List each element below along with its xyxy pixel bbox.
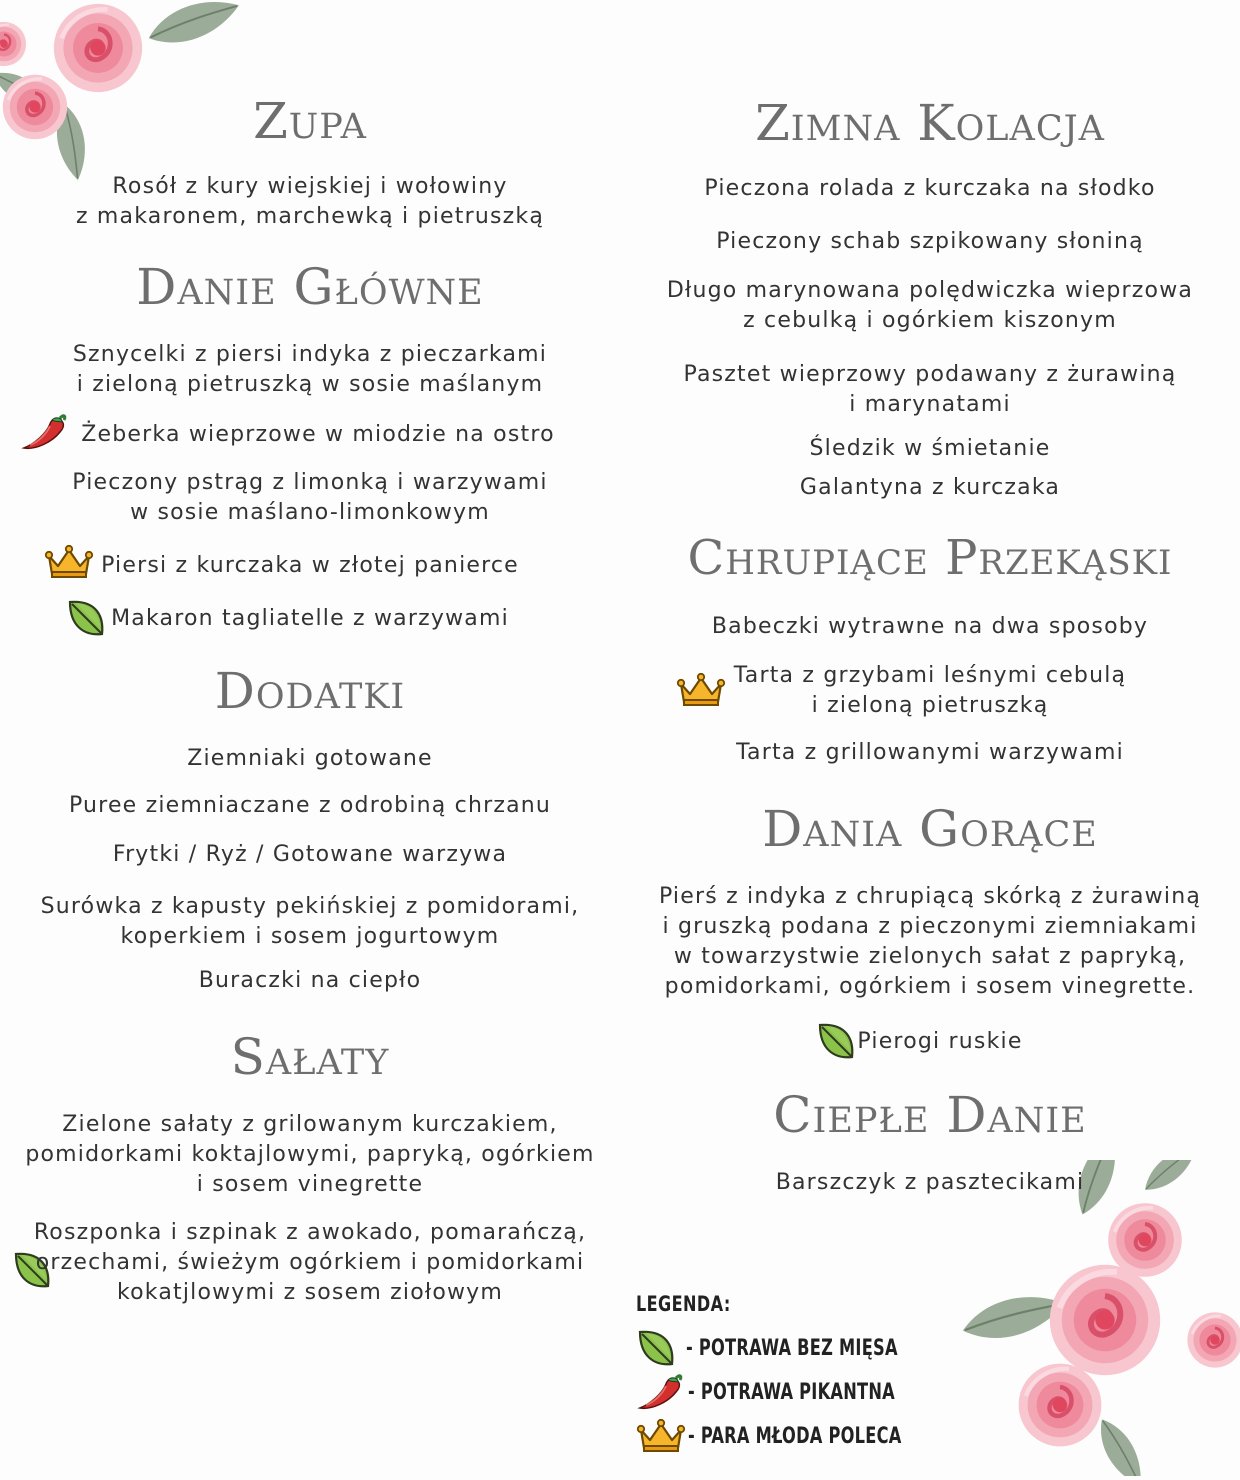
menu-item: Ziemniaki gotowane [187,746,433,771]
menu-item: Śledzik w śmietanie [809,436,1051,461]
section-title-zupa: Zupa [253,92,367,150]
menu-item: Zielone sałaty z grilowanym kurczakiem, pomidorkami koktajlowymi, papryką, ogórkiem i sosem vinegrette [25,1112,595,1197]
menu-item: Pieczony schab szpikowany słoniną [716,229,1144,254]
legend-item-meatless: - POTRAWA BEZ MIĘSA [636,1326,944,1370]
menu-item: Pieczona rolada z kurczaka na słodko [704,176,1156,201]
flower-decoration-top-left [0,0,240,180]
menu-item: Buraczki na ciepło [198,968,422,993]
menu-item: Surówka z kapusty pekińskiej z pomidorami, koperkiem i sosem jogurtowym [40,894,580,949]
chili-icon [636,1372,684,1412]
menu-item: Makaron tagliatelle z warzywami [111,606,509,631]
crown-icon [636,1418,686,1454]
section-title-zimna-kolacja: Zimna Kolacja [755,94,1105,152]
menu-item: Tarta z grillowanymi warzywami [736,740,1124,765]
menu-item: Roszponka i szpinak z awokado, pomarańczą, orzechami, świeżym ogórkiem i pomidorkami kokatjlowymi z sosem ziołowym [33,1220,587,1305]
menu-item: Tarta z grzybami leśnymi cebulą i zieloną pietruszką [733,663,1127,718]
menu-item: Babeczki wytrawne na dwa sposoby [711,614,1149,639]
section-title-cieple-danie: Ciepłe Danie [773,1086,1087,1144]
section-title-dodatki: Dodatki [214,662,406,720]
menu-item: Pasztet wieprzowy podawany z żurawiną i marynatami [683,362,1177,417]
flower-icon [955,1160,1240,1476]
menu-item: Pieczony pstrąg z limonką i warzywami w sosie maślano-limonkowym [72,470,548,525]
menu-item: Pierś z indyka z chrupiącą skórką z żurawiną i gruszką podana z pieczonymi ziemniakami w towarzystwie zielonych sałat z papryką, pomidorkami, ogórkiem i sosem vinegrette. [658,884,1202,999]
menu-item: Żeberka wieprzowe w miodzie na ostro [81,422,555,447]
menu-item: Barszczyk z pasztecikami [775,1170,1085,1195]
legend-title: LEGENDA: [636,1292,731,1316]
menu-item: Rosół z kury wiejskiej i wołowiny z makaronem, marchewką i pietruszką [75,174,545,229]
menu-item: Puree ziemniaczane z odrobiną chrzanu [68,793,552,818]
leaf-icon [636,1328,676,1368]
menu-item: Galantyna z kurczaka [799,475,1061,500]
legend-item-spicy: - POTRAWA PIKANTNA [636,1370,940,1414]
menu-item: Pierogi ruskie [857,1029,1023,1054]
menu-item: Piersi z kurczaka w złotej panierce [101,553,519,578]
section-title-dania-gorace: Dania Gorące [762,800,1098,858]
flower-decoration-bottom-right [955,1160,1240,1476]
legend-item-recommended: - PARA MŁODA POLECA [636,1414,948,1458]
menu-item: Frytki / Ryż / Gotowane warzywa [112,842,508,867]
flower-icon [0,0,240,180]
menu-item: Długo marynowana polędwiczka wieprzowa z cebulką i ogórkiem kiszonym [666,278,1194,333]
section-title-chrupiace-przekaski: Chrupiące Przekąski [687,530,1173,586]
legend [636,1292,902,1449]
menu-item: Sznycelki z piersi indyka z pieczarkami i zieloną pietruszką w sosie maślanym [72,342,548,397]
section-title-salaty: Sałaty [230,1028,390,1086]
section-title-danie-glowne: Danie Główne [136,258,484,316]
